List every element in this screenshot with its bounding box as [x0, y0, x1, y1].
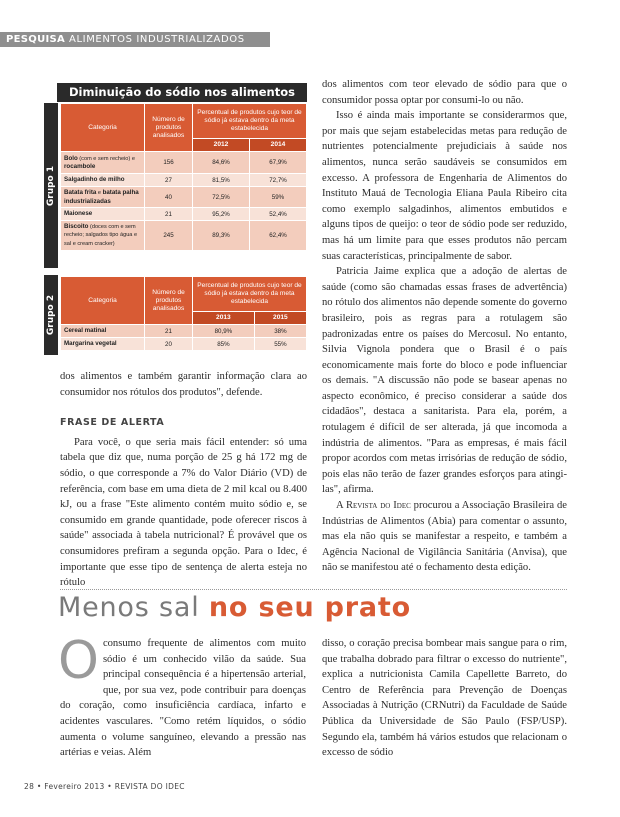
paragraph: dos alimentos com teor elevado de sódio para que o consumidor possa optar por consumi-lo ou não. — [322, 79, 567, 106]
section-title: Menos sal no seu prato — [58, 592, 411, 623]
section-label: PESQUISA — [6, 34, 66, 45]
table-row: Batata frita e batata palha industrializadas 40 72,5% 59% — [61, 187, 307, 208]
table-title: Diminuição do sódio nos alimentos — [57, 83, 307, 102]
year-header: 2014 — [250, 138, 307, 151]
table-row: Bolo (com e sem recheio) e rocambole 156 84,6% 67,9% — [61, 152, 307, 174]
col-percent-header: Percentual de produtos cujo teor de sódio já estava dentro da meta estabelecida — [193, 277, 307, 312]
table-row: Salgadinho de milho 27 81,5% 72,7% — [61, 174, 307, 187]
section2-right-text: disso, o coração precisa bombear mais sangue para o rim, que trabalha dobrado para filtrar o excesso do nutriente", explica a nutricionista Camila Capellette Barreto, do Centro de Referência para Prevenção de Doenças Associadas à Nutrição (CRNutri) da Faculdade de Saúde Pública da Universidade de São Paulo (FSP/USP). Segundo ela, também há vários estudos que relacionam o excesso de sódio — [322, 638, 567, 759]
subsection-label: ALIMENTOS INDUSTRIALIZADOS — [69, 34, 245, 45]
left-column-text — [60, 369, 307, 591]
col-category-header: Categoria — [61, 104, 145, 152]
year-header: 2013 — [193, 311, 255, 324]
table-row: Margarina vegetal 20 85% 55% — [61, 338, 307, 351]
group1-label: Grupo 1 — [44, 103, 58, 268]
paragraph: A Revista do Idec procurou a Associação Brasileira de Indústrias de Alimentos (Abia) para comentar o assunto, mas ela não quis se manifestar a respeito, e também a Agência Nacional de Vigilância Sanitária (Anvisa), que não se manifestou até o fechamento desta edição. — [322, 500, 567, 574]
col-count-header: Número de produtos analisados — [145, 104, 193, 152]
section-header — [0, 32, 270, 47]
table-row: Biscoito (doces com e sem recheio; salgados tipo água e sal e cream cracker) 245 89,3% 62,4% — [61, 221, 307, 251]
paragraph: Patricia Jaime explica que a adoção de alertas de saúde (como são chamadas essas frases de advertência) no rótulo dos alimentos não depende somente do governo brasileiro, pois as regras para a rotulagem são padronizadas entre os países do Mercosul. No entanto, Silvia Vignola pondera que o Brasil é o país economicamente mais forte do bloco e pode influenciar os demais. "A discussão não pode se basear apenas no aspecto econômico, é preciso considerar a saúde dos cidadãos", destaca a sanitarista. Para ela, porém, a rotulagem é difícil de ser alterada, já que incomoda a indústria de alimentos. "Para as empresas, é mais fácil propor acordos com metas irrisórias de redução de sódio, pois elas não terão de fazer grandes esforços para atingi-las", afirma. — [322, 266, 567, 496]
divider — [60, 589, 567, 590]
col-percent-header: Percentual de produtos cujo teor de sódio já estava dentro da meta estabelecida — [193, 104, 307, 139]
sodium-table-group1 — [60, 103, 307, 251]
year-header: 2012 — [193, 138, 250, 151]
right-column-text — [322, 77, 567, 576]
paragraph: Para você, o que seria mais fácil entender: só uma tabela que diz que, numa porção de 25 g há 172 mg de sódio, o que corresponde a 7% do Valor Diário (VD) de referência, com base em uma dieta de 2 mil kcal ou 8.400 kJ, ou a frase "Este alimento contém muito sódio e, se consumido em grande quantidade, pode oferecer riscos à saúde" associada à tabela nutricional? É provável que os consumidores prefiram a segunda opção. Para o Idec, é importante que esse tipo de sentença de alerta esteja no rótulo — [60, 436, 307, 589]
subheading-frase-de-alerta: FRASE DE ALERTA — [60, 417, 165, 429]
col-category-header: Categoria — [61, 277, 145, 325]
magazine-name: A Revista do Idec — [336, 500, 411, 512]
drop-cap: O — [58, 631, 99, 691]
table-row: Cereal matinal 21 80,9% 38% — [61, 325, 307, 338]
paragraph: Isso é ainda mais importante se considerarmos que, por mais que sejam estabelecidas metas para redução de nutrientes potencialmente prejudiciais à saúde nos alimentos, nunca serão saudáveis se consumidos em excesso. A professora de Engenharia de Alimentos do Instituto Mauá de Tecnologia Eliana Paula Ribeiro cita como exemplo salgadinhos, alimentos embutidos e alguns tipos de queijo: o teor de sódio pode ser reduzido, mas há um limite para que esses produtos não percam suas características, principalmente de sabor. — [322, 110, 567, 262]
col-count-header: Número de produtos analisados — [145, 277, 193, 325]
table-row: Maionese 21 95,2% 52,4% — [61, 208, 307, 221]
paragraph: dos alimentos e também garantir informação clara ao consumidor nos rótulos dos produtos", defende. — [60, 371, 307, 398]
page-footer: 28 • Fevereiro 2013 • REVISTA DO IDEC — [24, 782, 185, 791]
year-header: 2015 — [254, 311, 306, 324]
section2-left-text: Oconsumo frequente de alimentos com muito sódio é um conhecido vilão da saúde. Sua principal consequência é a hipertensão arterial, que, por sua vez, pode contribuir para doenças do coração, como insuficiência cardíaca, infarto e acidentes vasculares. "Como retém líquidos, o sódio aumenta o volume sanguíneo, elevando a pressão nas artérias e veias. Além — [58, 631, 306, 759]
group2-label: Grupo 2 — [44, 275, 58, 355]
sodium-table-group2 — [60, 276, 307, 351]
